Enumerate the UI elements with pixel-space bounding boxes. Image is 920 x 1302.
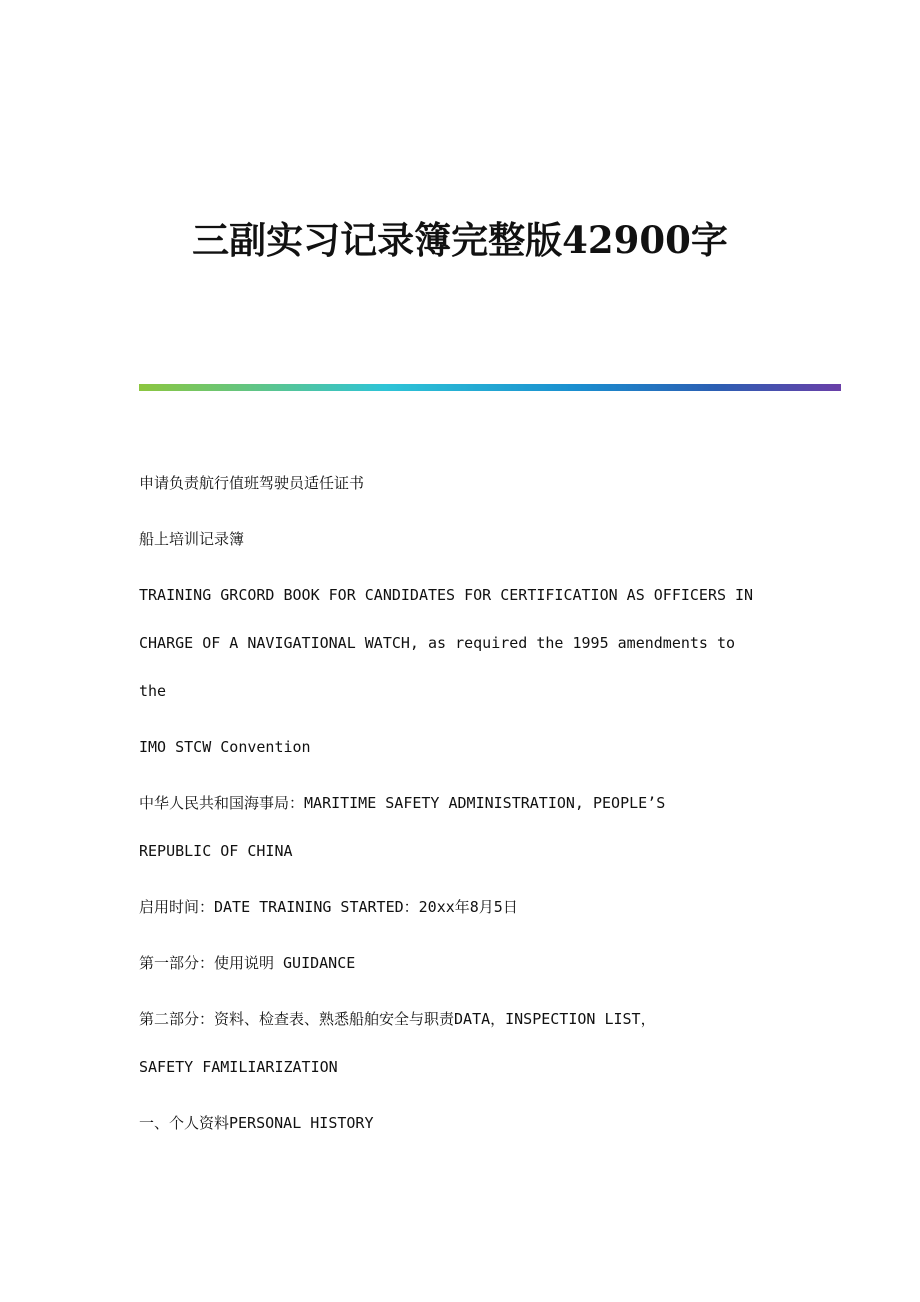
line-part-two-1: 第二部分：资料、检查表、熟悉船舶安全与职责DATA，INSPECTION LIST， [139,1010,656,1028]
line-english-title-2: CHARGE OF A NAVIGATIONAL WATCH, as required the 1995 amendments to [139,634,736,652]
line-date-started: 启用时间：DATE TRAINING STARTED：20xx年8月5日 [139,898,518,916]
line-record-book: 船上培训记录簿 [139,530,245,548]
line-part-one: 第一部分：使用说明 GUIDANCE [139,954,356,972]
line-administration-2: REPUBLIC OF CHINA [139,842,293,860]
line-english-title-3: the [139,682,167,700]
line-certificate-title: 申请负责航行值班驾驶员适任证书 [139,474,365,492]
title-divider [139,384,841,391]
line-part-two-2: SAFETY FAMILIARIZATION [139,1058,338,1076]
document-title: 三副实习记录簿完整版42900字 [192,218,728,262]
line-administration-1: 中华人民共和国海事局：MARITIME SAFETY ADMINISTRATION, PEOPLE’S [139,794,666,812]
line-english-title-1: TRAINING GRCORD BOOK FOR CANDIDATES FOR CERTIFICATION AS OFFICERS IN [139,586,754,604]
line-personal-history: 一、个人资料PERSONAL HISTORY [139,1114,374,1132]
line-convention: IMO STCW Convention [139,738,311,756]
